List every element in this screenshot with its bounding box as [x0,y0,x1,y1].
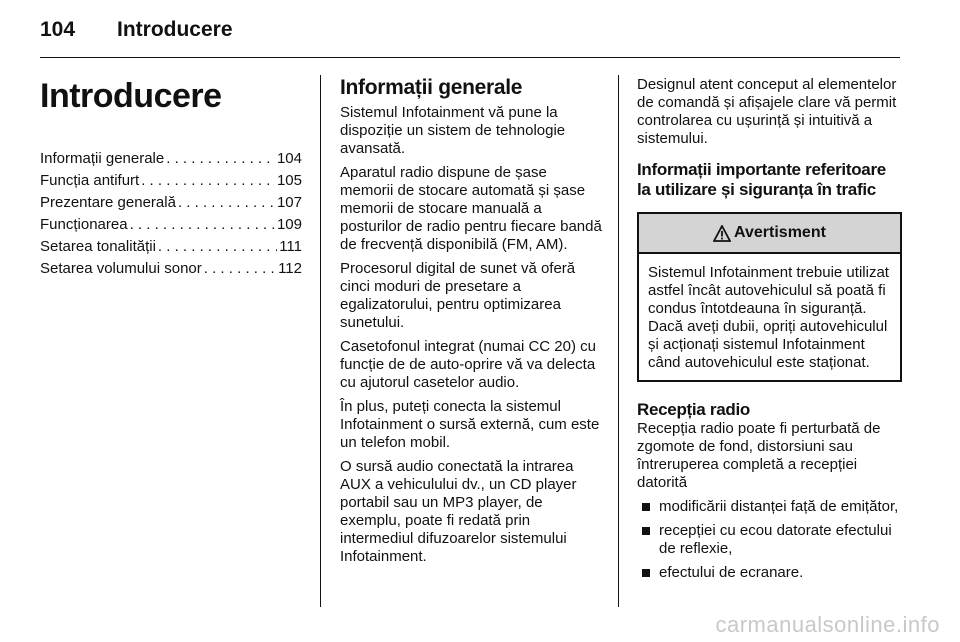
toc-item[interactable] [40,238,302,260]
toc-item-page: 112 [278,260,302,277]
section-title-general: Informații generale [340,76,523,99]
table-of-contents [40,150,302,282]
column-divider-1 [320,75,321,607]
toc-item[interactable] [40,150,302,172]
toc-leader [166,150,275,168]
toc-item-page: 111 [279,238,302,255]
toc-leader [141,172,275,190]
toc-item-label: Setarea volumului sonor [40,260,202,277]
warning-box [637,212,902,382]
paragraph: În plus, puteți conecta la sistemul Infotainment o sursă externă, cum este un telefon mobil. [340,398,600,451]
toc-item-page: 109 [276,216,302,233]
paragraph: Recepția radio poate fi perturbată de zgomote de fond, distorsiuni sau întreruperea completă a recepției datorită [637,420,881,491]
paragraph: Casetofonul integrat (numai CC 20) cu funcție de de auto-oprire vă va delecta cu ajutorul casetelor audio. [340,338,596,391]
bullet-list [637,498,902,582]
toc-item-label: Informații generale [40,150,165,167]
paragraph: Procesorul digital de sunet vă oferă cinci moduri de presetare a egalizatorului, pentru optimizarea sunetului. [340,260,576,331]
safety-column [637,76,902,588]
bullet-square-icon [642,503,650,511]
paragraph: Sistemul Infotainment vă pune la dispoziție un sistem de tehnologie avansată. [340,104,566,157]
page-number: 104 [40,18,76,41]
warning-header [639,214,900,254]
toc-leader [130,216,275,234]
general-info-column [340,76,602,572]
toc-item[interactable] [40,260,302,282]
running-title: Introducere [117,18,233,41]
bullet-square-icon [642,527,650,535]
toc-leader [204,260,276,278]
toc-item-page: 105 [276,172,302,189]
toc-item-label: Funcția antifurt [40,172,140,189]
list-item: recepției cu ecou datorate efectului de reflexie, [637,522,902,558]
toc-item-page: 104 [276,150,302,167]
paragraph: O sursă audio conectată la intrarea AUX a vehiculului dv., un CD player portabil sau un MP3 player, de exemplu, poate fi redată prin intermediul difuzoarelor sistemului Infotainment. [340,458,577,565]
list-item: modificării distanței față de emițător, [637,498,902,516]
toc-item[interactable] [40,194,302,216]
toc-item[interactable] [40,216,302,238]
toc-item-label: Setarea tonalității [40,238,156,255]
section-title-reception: Recepția radio [637,400,750,419]
column-divider-2 [618,75,619,607]
toc-item-label: Prezentare generală [40,194,176,211]
toc-column [40,76,302,282]
paragraph: Aparatul radio dispune de șase memorii de stocare automată și șase memorii de stocare manuală a posturilor de radio pentru fiecare bandă de frecvență disponibilă (FM, AM). [340,164,602,253]
warning-heading: Avertisment [734,224,826,241]
chapter-title: Introducere [40,77,222,115]
toc-item-page: 107 [276,194,302,211]
header-divider [40,57,900,58]
toc-item-label: Funcționarea [40,216,128,233]
paragraph: Designul atent conceput al elementelor de comandă și afișajele clare vă permit controlarea cu ușurință și intuitivă a sistemului. [637,76,897,147]
list-item: efectului de ecranare. [637,564,902,582]
toc-leader [158,238,277,256]
toc-item[interactable] [40,172,302,194]
toc-leader [178,194,275,212]
section-title-safety: Informații importante referitoare la utilizare și siguranța în trafic [637,160,886,199]
watermark: carmanualsonline.info [715,612,940,637]
warning-triangle-icon [713,225,731,242]
bullet-square-icon [642,569,650,577]
warning-text: Sistemul Infotainment trebuie utilizat astfel încât autovehiculul să poată fi condus întotdeauna în siguranță. Dacă aveți dubii, opriți autovehiculul și acționați sistemul Infotainment când autovehiculul este staționat. [648,264,889,371]
